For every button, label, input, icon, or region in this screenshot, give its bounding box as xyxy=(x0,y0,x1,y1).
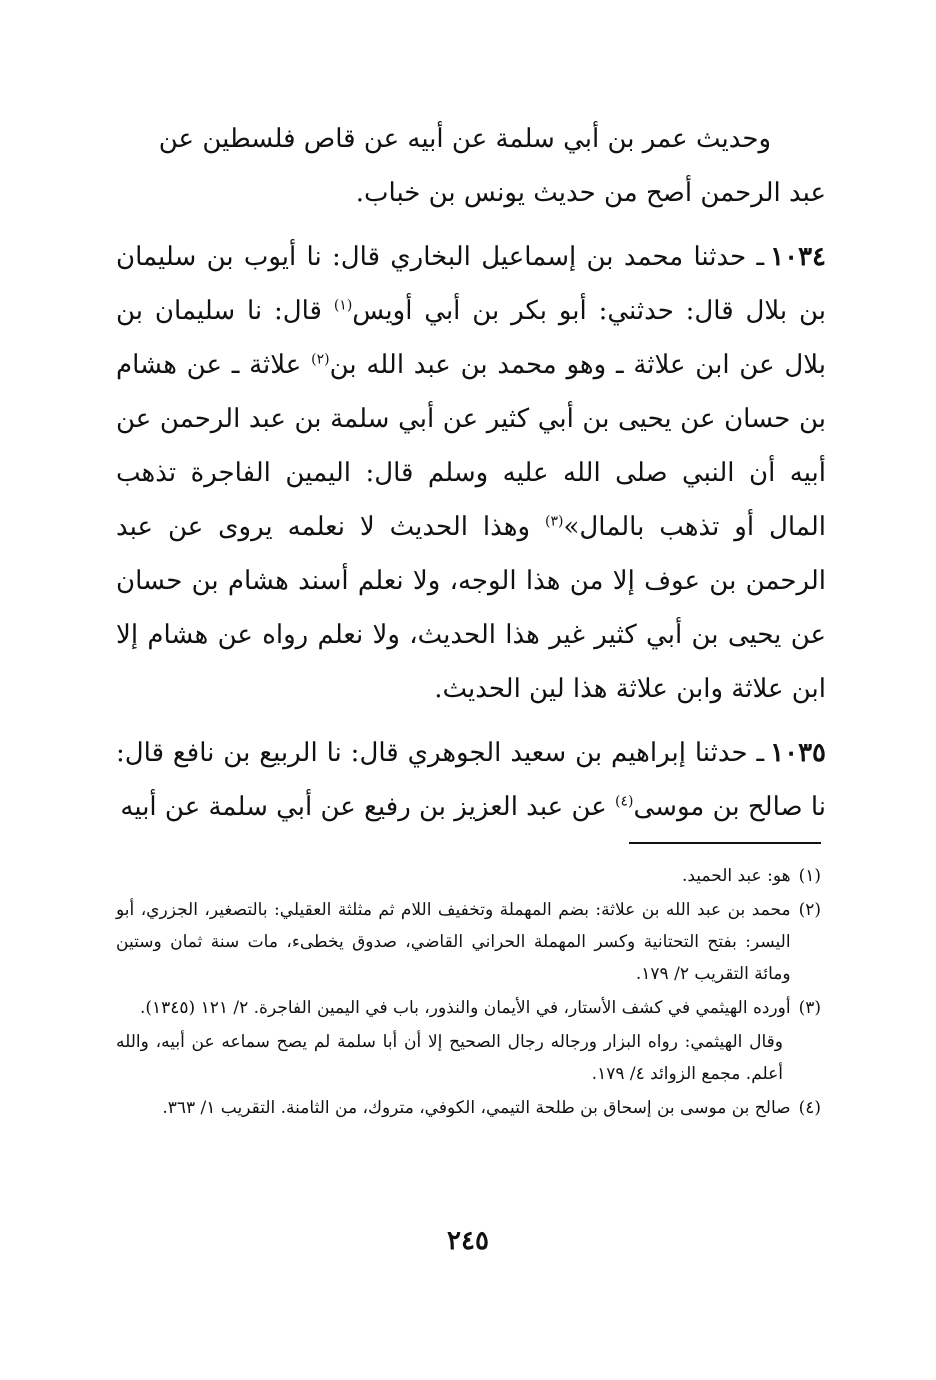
footnotes xyxy=(116,860,821,1126)
footnote-2 xyxy=(116,894,821,990)
footnote-mark: (١) xyxy=(798,866,821,886)
main-text xyxy=(116,112,826,834)
hadith-text: عن عبد العزيز بن رفيع عن أبي سلمة عن أبيه xyxy=(120,792,616,822)
hadith-text: ـ حدثنا إبراهيم بن سعيد الجوهري قال: نا الربيع بن نافع قال: نا صالح بن موسى xyxy=(116,738,826,822)
footnote-3-continuation xyxy=(116,1026,821,1090)
footnote-1 xyxy=(116,860,821,892)
footnote-text: أورده الهيثمي في كشف الأستار، في الأيمان والنذور، باب في اليمين الفاجرة. ٢/ ١٢١ (١٣٤٥). xyxy=(139,998,791,1018)
footnote-text: هو: عبد الحميد. xyxy=(681,866,791,886)
footnote-divider xyxy=(629,842,821,844)
footnote-text: صالح بن موسى بن إسحاق بن طلحة التيمي، الكوفي، متروك، من الثامنة. التقريب ١/ ٣٦٣. xyxy=(162,1098,791,1118)
hadith-1034 xyxy=(116,230,826,716)
footnote-ref-1: (١) xyxy=(333,297,353,314)
hadith-number: ١٠٣٤ xyxy=(770,242,827,272)
intro-line-2: عبد الرحمن أصح من حديث يونس بن خباب. xyxy=(355,178,826,208)
hadith-text: وهذا الحديث لا نعلمه يروى عن عبد الرحمن بن عوف إلا من هذا الوجه، ولا نعلم أسند هشام بن حسان عن يحيى بن أبي كثير غير هذا الحديث، ولا نعلم رواه عن هشام إلا ابن علاثة وابن علاثة هذا لين الحديث. xyxy=(116,512,826,704)
intro-paragraph xyxy=(116,112,826,220)
footnote-text: وقال الهيثمي: رواه البزار ورجاله رجال الصحيح إلا أن أبا سلمة لم يصح سماعه عن أبيه، والله أعلم. مجمع الزوائد ٤/ ١٧٩. xyxy=(116,1032,783,1084)
footnote-3 xyxy=(116,992,821,1024)
footnote-text: محمد بن عبد الله بن علاثة: بضم المهملة وتخفيف اللام ثم مثلثة العقيلي: بالتصغير، الجزري، أبو اليسر: بفتح التحتانية وكسر المهملة الحراني القاضي، صدوق يخطىء، مات سنة ثمان وستين ومائة التقريب ٢/ ١٧٩. xyxy=(116,900,791,984)
hadith-text: علاثة ـ عن هشام بن حسان عن يحيى بن أبي كثير عن أبي سلمة بن عبد الرحمن عن أبيه أن النبي صلى الله عليه وسلم قال: اليمين الفاجرة تذهب المال أو تذهب بالمال» xyxy=(116,350,826,542)
hadith-text: ـ حدثنا محمد بن إسماعيل البخاري قال: نا أيوب بن سليمان بن بلال قال: حدثني: أبو بكر بن أبي أويس xyxy=(116,242,826,326)
intro-line-1: وحديث عمر بن أبي سلمة عن أبيه عن قاص فلسطين عن xyxy=(158,124,771,154)
hadith-text: قال: نا سليمان بن بلال عن ابن علاثة ـ وهو محمد بن عبد الله بن xyxy=(116,296,827,380)
footnote-mark: (٣) xyxy=(798,998,821,1018)
footnote-mark: (٢) xyxy=(798,900,821,920)
footnote-4 xyxy=(116,1092,821,1124)
footnote-ref-4: (٤) xyxy=(615,793,634,810)
page-number: ٢٤٥ xyxy=(447,1226,489,1256)
footnote-ref-2: (٢) xyxy=(311,351,330,368)
hadith-number: ١٠٣٥ xyxy=(770,738,826,768)
footnote-ref-3: (٣) xyxy=(545,513,564,530)
hadith-1035 xyxy=(116,726,826,834)
footnote-mark: (٤) xyxy=(798,1098,821,1118)
